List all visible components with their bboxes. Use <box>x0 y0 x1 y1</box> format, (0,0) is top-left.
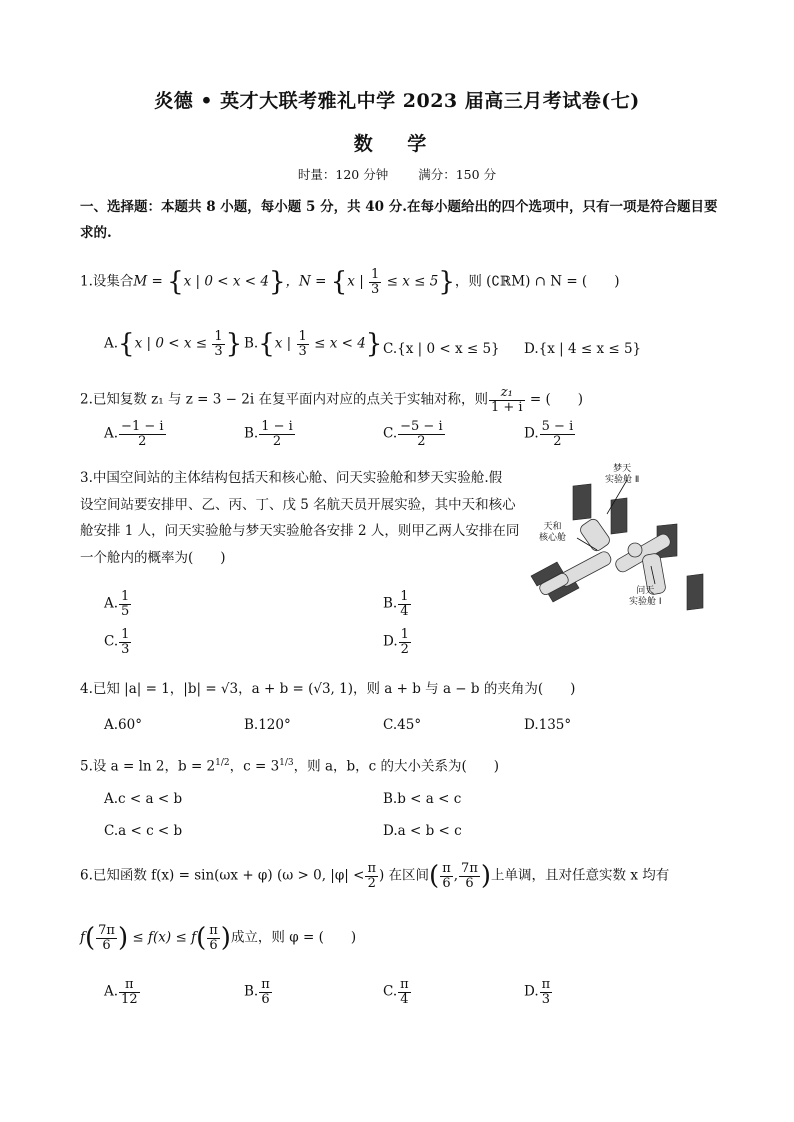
option-d: D. $\frac{\pi}{3}$ <box>524 977 551 1007</box>
question-2: 2.已知复数 z₁ 与 z = 3 − 2i 在复平面内对应的点关于实轴对称，则 $\frac{\text{z₁}}{1 + i}$ = ( ) <box>80 385 583 415</box>
option-b: B.120° <box>244 717 291 733</box>
option-c: C.45° <box>383 717 422 733</box>
exam-meta <box>0 165 794 183</box>
option-a: A. $\frac{\pi}{12}$ <box>104 977 138 1007</box>
option-c: C.a < c < b <box>104 823 183 839</box>
option-d: D. $\frac{1}{2}$ <box>383 627 409 657</box>
question-5: 5.设 a = ln 2，$b = 2^{1/2}$，$c = 3^{1/3}$，则 a，b，c 的大小关系为( ) <box>80 758 500 775</box>
option-a: A.{x | 0 < x ≤ $\frac{1}{3}$ } <box>104 329 243 360</box>
exam-title: 炎德 • 英才大联考雅礼中学 2023 届高三月考试卷(七) <box>154 90 640 112</box>
time-limit: 时量：120 分钟 <box>297 167 389 182</box>
question-6: 6.已知函数 f(x) = sin(ωx + φ) (ω > 0, |φ| < $\frac{\pi}{2}$ ) 在区间( $\frac{\pi}{6}$ , $\frac{7\pi}{6}$ )上单调，且对任意实数 x 均有 <box>80 861 670 892</box>
option-b: B. $\frac{1}{4}$ <box>383 589 409 619</box>
option-b: B. $\frac{1 - i}{2}$ <box>244 419 293 449</box>
option-c: C.{x | 0 < x ≤ 5} <box>383 341 500 357</box>
option-b: B.{x | $\frac{1}{3}$ ≤ x < 4} <box>244 329 383 360</box>
label-wentian: 问天 实验舱 Ⅰ <box>629 586 662 607</box>
question-3: 3.中国空间站的主体结构包括天和核心舱、问天实验舱和梦天实验舱.假 设空间站要安排甲、乙、丙、丁、戊 5 名航天员开展实验，其中天和核心 舱安排 1 人，问天实验舱与梦天实验舱各安排 2 人，则甲乙两人安排在同 一个舱内的概率为( ) <box>80 470 520 566</box>
option-c: C. $\frac{\pi}{4}$ <box>383 977 409 1007</box>
option-a: A.c < a < b <box>104 791 183 807</box>
option-c: C. $\frac{1}{3}$ <box>104 627 130 657</box>
question-4: 4.已知 |a| = 1，|b| = √3，a + b = (√3, 1)，则 a + b 与 a − b 的夹角为( ) <box>80 681 576 697</box>
option-c: C. $\frac{-5 - i}{2}$ <box>383 419 443 449</box>
option-a: A. $\frac{-1 - i}{2}$ <box>104 419 164 449</box>
option-d: D.{x | 4 ≤ x ≤ 5} <box>524 341 642 357</box>
question-1: 1.设集合M = {x | 0 < x < 4}，N = {x | $\frac{1}{3}$ ≤ x ≤ 5}，则 (∁ℝM) ∩ N = ( ) <box>80 267 620 298</box>
space-station-figure <box>527 466 720 618</box>
option-d: D.135° <box>524 717 572 733</box>
option-d: D. $\frac{5 - i}{2}$ <box>524 419 574 449</box>
option-d: D.a < b < c <box>383 823 462 839</box>
subject-title: 数 学 <box>353 133 441 155</box>
option-a: A.60° <box>104 717 142 733</box>
full-score: 满分：150 分 <box>418 167 497 182</box>
option-b: B. $\frac{\pi}{6}$ <box>244 977 270 1007</box>
question-6-line2: f( $\frac{7\pi}{6}$ ) ≤ f(x) ≤ f( $\frac{\pi}{6}$ )成立，则 φ = ( ) <box>80 923 357 954</box>
option-b: B.b < a < c <box>383 791 462 807</box>
label-tianhe: 天和 核心舱 <box>539 522 567 543</box>
option-a: A. $\frac{1}{5}$ <box>104 589 130 619</box>
label-mengtian: 梦天 实验舱 Ⅱ <box>605 464 640 485</box>
section-heading: 一、选择题：本题共 8 小题，每小题 5 分，共 40 分.在每小题给出的四个选项中，只有一项是符合题目要 求的. <box>80 199 718 241</box>
